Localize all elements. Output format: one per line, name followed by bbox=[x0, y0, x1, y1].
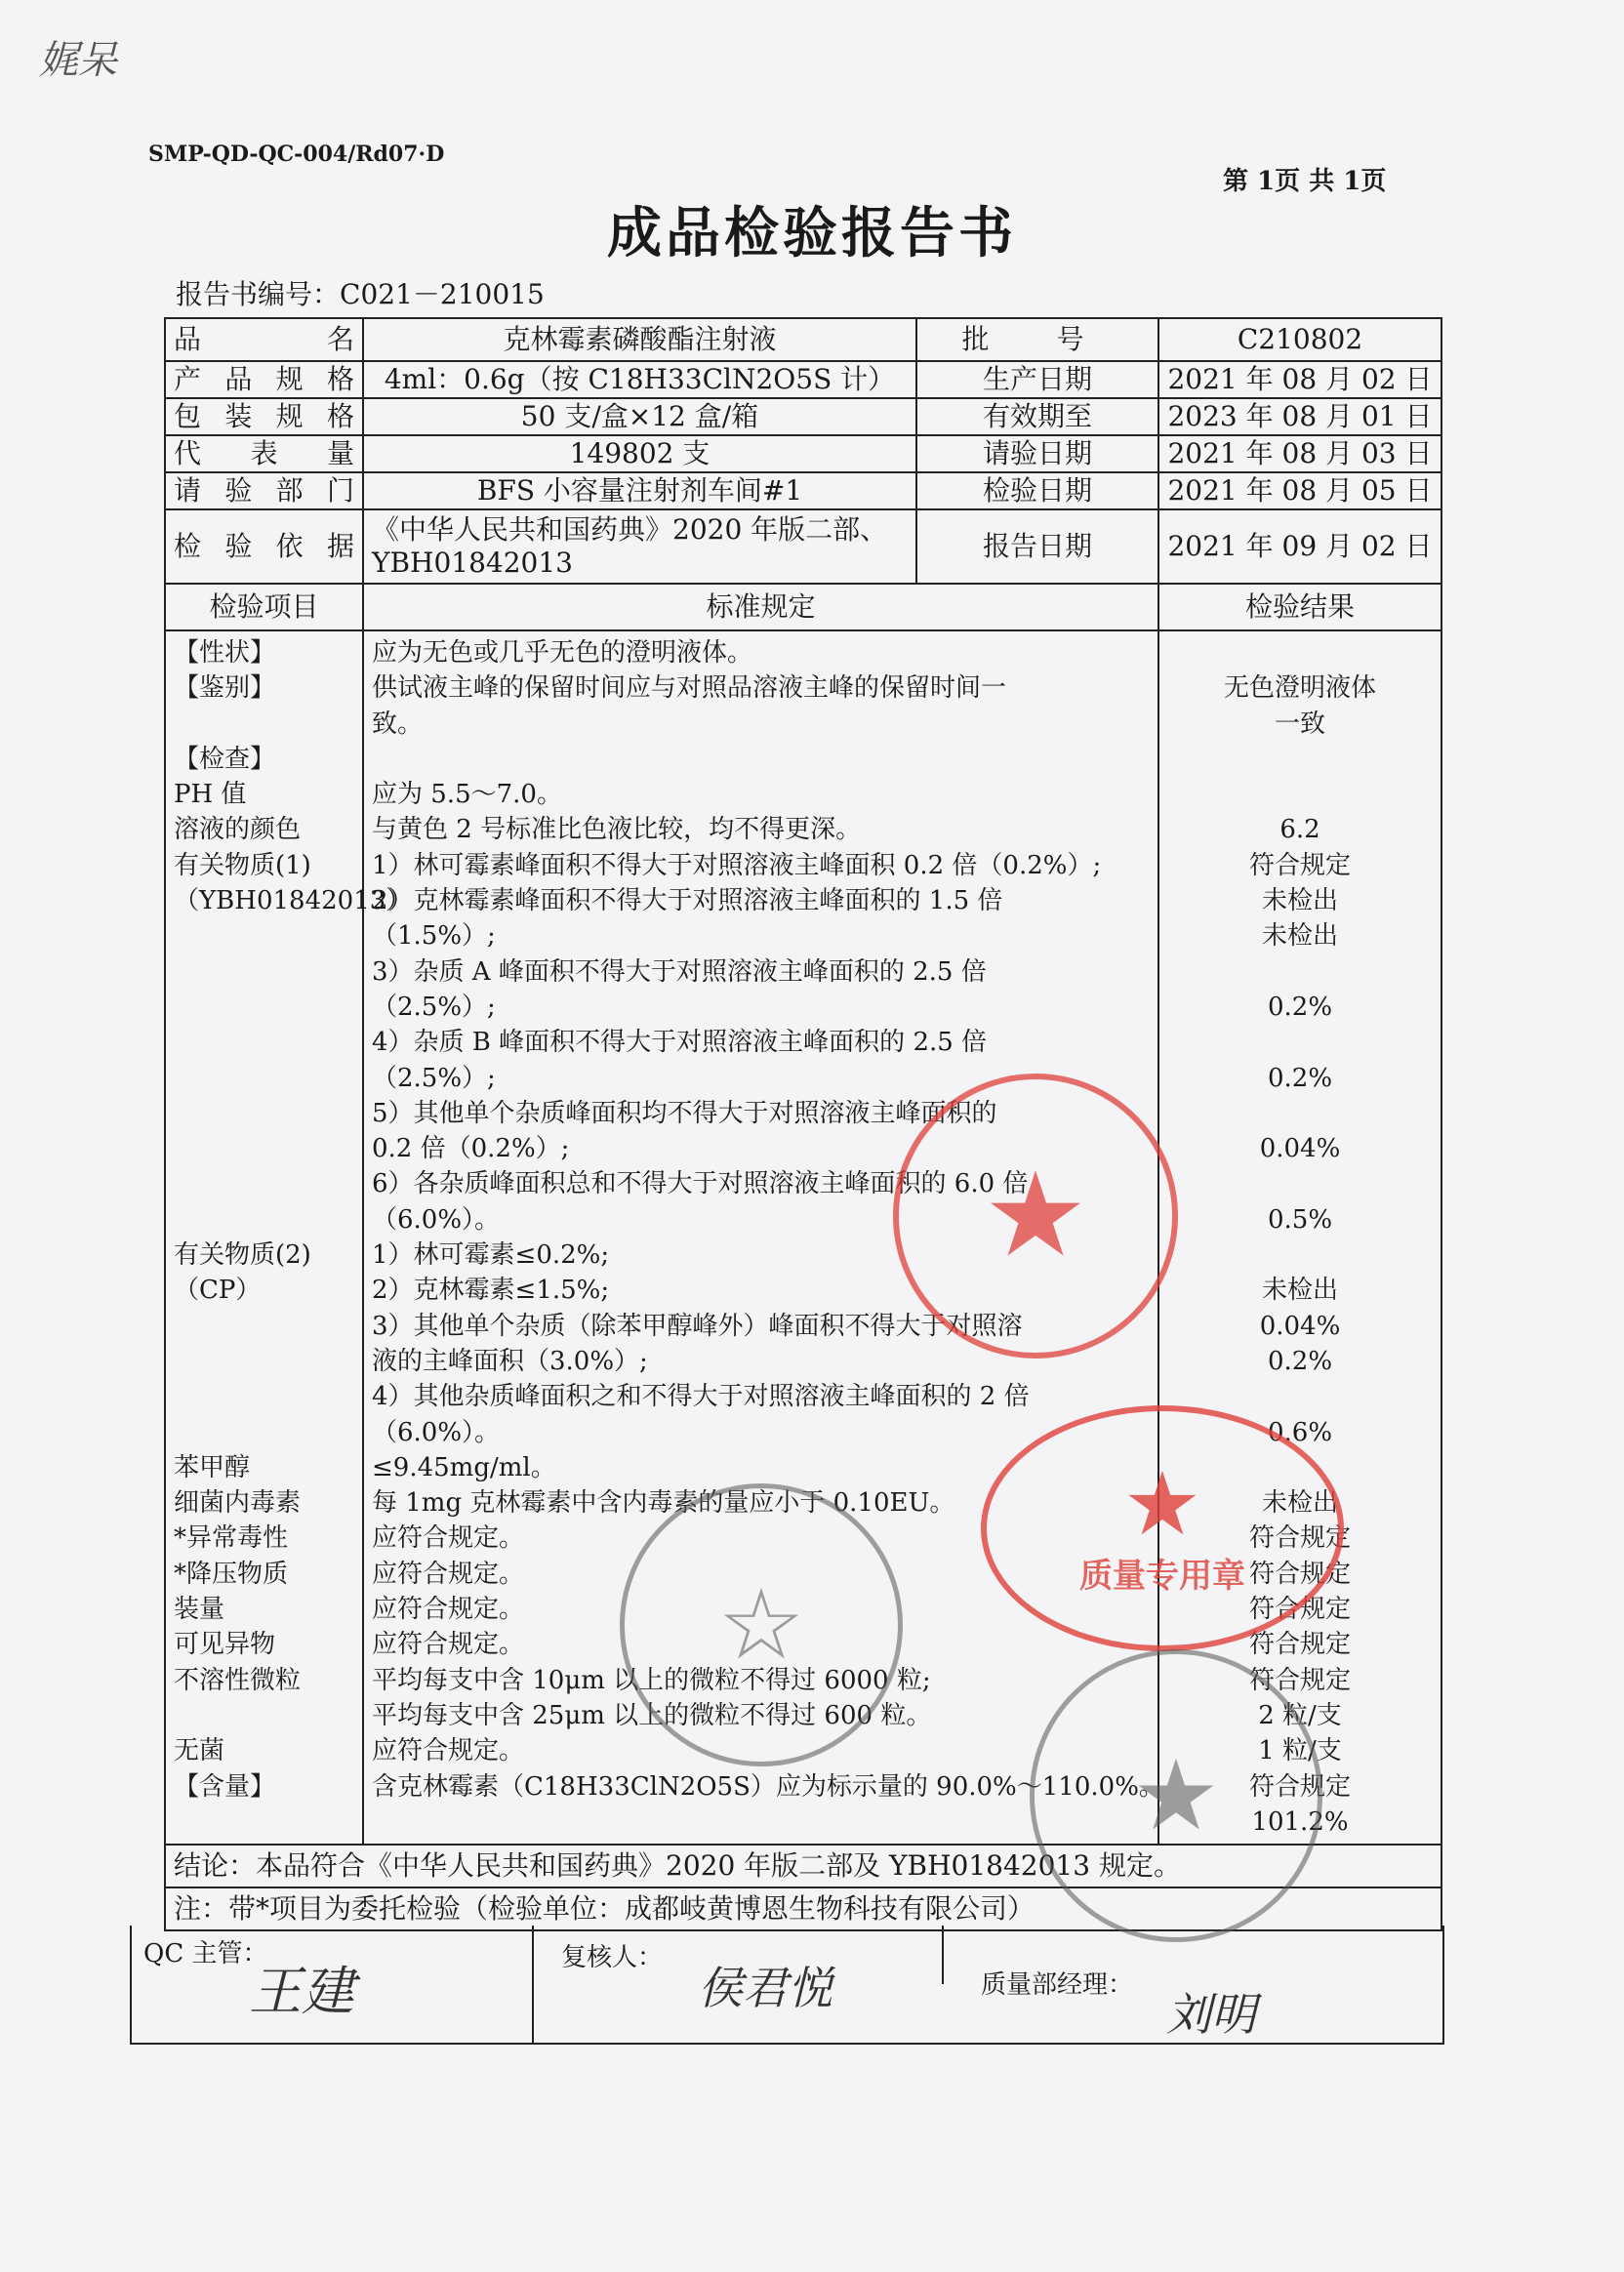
test-item: 细菌内毒素 bbox=[174, 1488, 302, 1519]
seal-star-icon: ★ bbox=[983, 1148, 1088, 1283]
manager-label: 质量部经理： bbox=[981, 1970, 1134, 2000]
test-date: 2021 年 08 月 05 日 bbox=[1158, 472, 1441, 509]
standard-text: （2.5%）; bbox=[372, 992, 496, 1022]
standard-text: 与黄色 2 号标准比色液比较，均不得更深。 bbox=[372, 815, 862, 845]
test-result bbox=[1167, 1025, 1433, 1060]
test-result: 6.2 bbox=[1279, 815, 1320, 845]
standard-text: 应符合规定。 bbox=[372, 1595, 525, 1625]
test-item: 有关物质(1) bbox=[174, 850, 311, 880]
standard-text: 平均每支中含 25μm 以上的微粒不得过 600 粒。 bbox=[372, 1700, 932, 1730]
test-result: 0.04% bbox=[1259, 1134, 1341, 1164]
test-item: 【性状】 bbox=[174, 638, 276, 668]
test-result bbox=[1167, 954, 1433, 990]
test-result bbox=[1167, 635, 1433, 670]
pack-value: 50 支/盒×12 盒/箱 bbox=[363, 398, 916, 435]
red-round-seal bbox=[893, 1074, 1178, 1359]
test-result bbox=[1167, 742, 1433, 777]
standard-text: ≤9.45mg/ml。 bbox=[372, 1452, 556, 1482]
standard-text: 2）克林霉素峰面积不得大于对照溶液主峰面积的 1.5 倍 bbox=[372, 886, 1003, 916]
page-title: 成品检验报告书 bbox=[607, 202, 1017, 265]
test-result: 符合规定 bbox=[1248, 1665, 1351, 1695]
standard-text: 4）其他杂质峰面积之和不得大于对照溶液主峰面积的 2 倍 bbox=[372, 1382, 1030, 1412]
standard-text bbox=[372, 742, 1150, 777]
standard-text: 1）林可霉素≤0.2%; bbox=[372, 1240, 610, 1271]
seal-star-icon: ★ bbox=[1122, 1452, 1202, 1556]
report-number-label: 报告书编号： bbox=[176, 278, 341, 310]
col-header-standard: 标准规定 bbox=[363, 584, 1158, 630]
standard-text: （1.5%）; bbox=[372, 921, 496, 952]
spec-value: 4ml：0.6g（按 C18H33ClN2O5S 计） bbox=[363, 361, 916, 398]
standard-text: 应符合规定。 bbox=[372, 1736, 525, 1766]
test-result: 符合规定 bbox=[1248, 1630, 1351, 1660]
standard-text: 应为无色或几乎无色的澄明液体。 bbox=[372, 638, 753, 668]
standard-text: 应符合规定。 bbox=[372, 1559, 525, 1589]
test-result: 2 粒/支 bbox=[1258, 1700, 1342, 1730]
test-result: 未检出 bbox=[1261, 886, 1338, 916]
test-item bbox=[174, 1309, 354, 1344]
handwritten-mark: 娓呆 bbox=[39, 38, 117, 83]
signature-divider bbox=[942, 1926, 944, 1984]
manager-signature: 刘明 bbox=[1166, 1988, 1256, 2041]
report-date: 2021 年 09 月 02 日 bbox=[1158, 509, 1441, 584]
standard-text: 液的主峰面积（3.0%）; bbox=[372, 1346, 648, 1376]
test-result: 0.04% bbox=[1259, 1311, 1341, 1341]
basis-value bbox=[363, 509, 916, 584]
standard-text: 4）杂质 B 峰面积不得大于对照溶液主峰面积的 2.5 倍 bbox=[372, 1028, 988, 1058]
qc-label: QC 主管： bbox=[143, 1939, 268, 1968]
dept-label: 请验部门 bbox=[165, 472, 363, 509]
test-item: 可见异物 bbox=[174, 1630, 276, 1660]
test-item bbox=[174, 1202, 354, 1237]
test-result: 符合规定 bbox=[1248, 850, 1351, 880]
test-item: 装量 bbox=[174, 1595, 225, 1625]
test-result: 0.2% bbox=[1267, 1346, 1333, 1376]
test-result bbox=[1167, 1166, 1433, 1201]
basis-label: 检验依据 bbox=[165, 509, 363, 584]
signature-row bbox=[130, 1926, 1444, 2045]
test-result: 0.2% bbox=[1267, 1063, 1333, 1093]
test-result: 符合规定 bbox=[1248, 1595, 1351, 1625]
note: 注：带*项目为委托检验（检验单位：成都岐黄博恩生物科技有限公司） bbox=[165, 1887, 1441, 1930]
test-result bbox=[1167, 1237, 1433, 1273]
standard-text: 3）其他单个杂质（除苯甲醇峰外）峰面积不得大于对照溶 bbox=[372, 1311, 1023, 1341]
test-item: 无菌 bbox=[174, 1736, 225, 1766]
exp-date: 2023 年 08 月 01 日 bbox=[1158, 398, 1441, 435]
seal-star-icon: ★ bbox=[1132, 1738, 1220, 1852]
test-item bbox=[174, 1698, 354, 1733]
test-item bbox=[174, 990, 354, 1025]
req-date-label: 请验日期 bbox=[916, 435, 1158, 472]
test-result: 符合规定 bbox=[1248, 1559, 1351, 1589]
col-header-result: 检验结果 bbox=[1158, 584, 1441, 630]
standard-text: 5）其他单个杂质峰面积均不得大于对照溶液主峰面积的 bbox=[372, 1098, 997, 1128]
qc-signature: 王建 bbox=[249, 1961, 354, 2022]
product-name-label: 品 名 bbox=[165, 318, 363, 361]
standard-text: 3）杂质 A 峰面积不得大于对照溶液主峰面积的 2.5 倍 bbox=[372, 956, 987, 987]
page-info: 第 1页 共 1页 bbox=[1223, 167, 1387, 196]
report-date-label: 报告日期 bbox=[916, 509, 1158, 584]
standard-text: （6.0%）。 bbox=[372, 1417, 501, 1447]
test-item bbox=[174, 1805, 354, 1840]
standard-text: 应符合规定。 bbox=[372, 1523, 525, 1554]
test-item bbox=[174, 1379, 354, 1414]
test-item bbox=[174, 1096, 354, 1131]
test-result: 101.2% bbox=[1251, 1806, 1349, 1837]
mfg-date: 2021 年 08 月 02 日 bbox=[1158, 361, 1441, 398]
test-result: 0.5% bbox=[1267, 1204, 1333, 1235]
qty-value: 149802 支 bbox=[363, 435, 916, 472]
test-item bbox=[174, 707, 354, 742]
test-item bbox=[174, 1061, 354, 1096]
test-result bbox=[1167, 777, 1433, 812]
report-number-value: C021－210015 bbox=[340, 278, 545, 310]
red-oval-seal-sub: 质量专用章 bbox=[1079, 1556, 1245, 1596]
test-item bbox=[174, 1025, 354, 1060]
test-item bbox=[174, 1131, 354, 1166]
test-item: 苯甲醇 bbox=[174, 1452, 251, 1482]
standard-text: 6）各杂质峰面积总和不得大于对照溶液主峰面积的 6.0 倍 bbox=[372, 1169, 1029, 1199]
conclusion: 结论：本品符合《中华人民共和国药典》2020 年版二部及 YBH01842013 规定。 bbox=[165, 1845, 1441, 1887]
batch-number: C210802 bbox=[1158, 318, 1441, 361]
test-result: 符合规定 bbox=[1248, 1523, 1351, 1554]
test-item: 有关物质(2) bbox=[174, 1240, 311, 1271]
test-item: 【检查】 bbox=[174, 744, 276, 774]
test-result: 一致 bbox=[1274, 709, 1325, 739]
standard-text: 应符合规定。 bbox=[372, 1630, 525, 1660]
test-result: 无色澄明液体 bbox=[1223, 673, 1376, 704]
seal-star-icon: ☆ bbox=[717, 1567, 805, 1682]
test-result: 未检出 bbox=[1261, 921, 1338, 952]
batch-label: 批 号 bbox=[916, 318, 1158, 361]
test-item: 【含量】 bbox=[174, 1771, 276, 1802]
gray-seal-1 bbox=[620, 1483, 903, 1766]
item-column bbox=[165, 630, 412, 1845]
test-result: 未检出 bbox=[1261, 1276, 1338, 1306]
red-oval-seal bbox=[981, 1405, 1344, 1651]
req-date: 2021 年 08 月 03 日 bbox=[1158, 435, 1441, 472]
basis-line-2: YBH01842013 bbox=[372, 547, 573, 579]
standard-text: 每 1mg 克林霉素中含内毒素的量应小于 0.10EU。 bbox=[372, 1488, 955, 1519]
standard-text: 平均每支中含 10μm 以上的微粒不得过 6000 粒; bbox=[372, 1665, 931, 1695]
test-result bbox=[1167, 1096, 1433, 1131]
document-code: SMP-QD-QC-004/Rd07·D bbox=[148, 142, 445, 167]
spec-label: 产品规格 bbox=[165, 361, 363, 398]
test-result: 0.6% bbox=[1267, 1417, 1333, 1447]
test-item: 【鉴别】 bbox=[174, 673, 276, 704]
mfg-date-label: 生产日期 bbox=[916, 361, 1158, 398]
test-item: PH 值 bbox=[174, 780, 247, 810]
test-item bbox=[174, 1166, 354, 1201]
standard-text: 应为 5.5～7.0。 bbox=[372, 780, 562, 810]
signature-divider bbox=[532, 1926, 534, 2043]
standard-text: 含克林霉素（C18H33ClN2O5S）应为标示量的 90.0%～110.0%。 bbox=[372, 1771, 1164, 1802]
test-item bbox=[174, 918, 354, 953]
test-date-label: 检验日期 bbox=[916, 472, 1158, 509]
test-item: （CP） bbox=[174, 1276, 262, 1306]
standard-text: 致。 bbox=[372, 709, 424, 739]
test-result: 0.2% bbox=[1267, 992, 1333, 1022]
report-number bbox=[176, 273, 545, 312]
reviewer-label: 复核人： bbox=[561, 1943, 664, 1972]
dept-value: BFS 小容量注射剂车间#1 bbox=[363, 472, 916, 509]
col-header-item: 检验项目 bbox=[165, 584, 363, 630]
test-item bbox=[174, 1344, 354, 1379]
test-item: *降压物质 bbox=[174, 1559, 289, 1589]
standard-text: （6.0%）。 bbox=[372, 1204, 501, 1235]
test-item bbox=[174, 954, 354, 990]
test-result: 未检出 bbox=[1261, 1488, 1338, 1519]
gray-seal-2 bbox=[1030, 1649, 1322, 1942]
test-item: 溶液的颜色 bbox=[174, 815, 302, 845]
test-item: 不溶性微粒 bbox=[174, 1665, 302, 1695]
basis-line-1: 《中华人民共和国药典》2020 年版二部、 bbox=[372, 513, 888, 546]
product-name: 克林霉素磷酸酯注射液 bbox=[363, 318, 916, 361]
standard-text: （2.5%）; bbox=[372, 1063, 496, 1093]
test-result: 1 粒/支 bbox=[1258, 1736, 1342, 1766]
reviewer-signature: 侯君悦 bbox=[698, 1962, 832, 2014]
test-item bbox=[174, 1415, 354, 1450]
test-item: （YBH01842013） bbox=[174, 886, 412, 916]
pack-label: 包装规格 bbox=[165, 398, 363, 435]
standard-text: 供试液主峰的保留时间应与对照品溶液主峰的保留时间一 bbox=[372, 673, 1007, 704]
exp-label: 有效期至 bbox=[916, 398, 1158, 435]
standard-text: 2）克林霉素≤1.5%; bbox=[372, 1276, 610, 1306]
qty-label: 代 表 量 bbox=[165, 435, 363, 472]
test-item: *异常毒性 bbox=[174, 1523, 289, 1554]
test-result: 符合规定 bbox=[1248, 1771, 1351, 1802]
standard-text: 1）林可霉素峰面积不得大于对照溶液主峰面积 0.2 倍（0.2%）; bbox=[372, 850, 1102, 880]
standard-text: 0.2 倍（0.2%）; bbox=[372, 1134, 570, 1164]
